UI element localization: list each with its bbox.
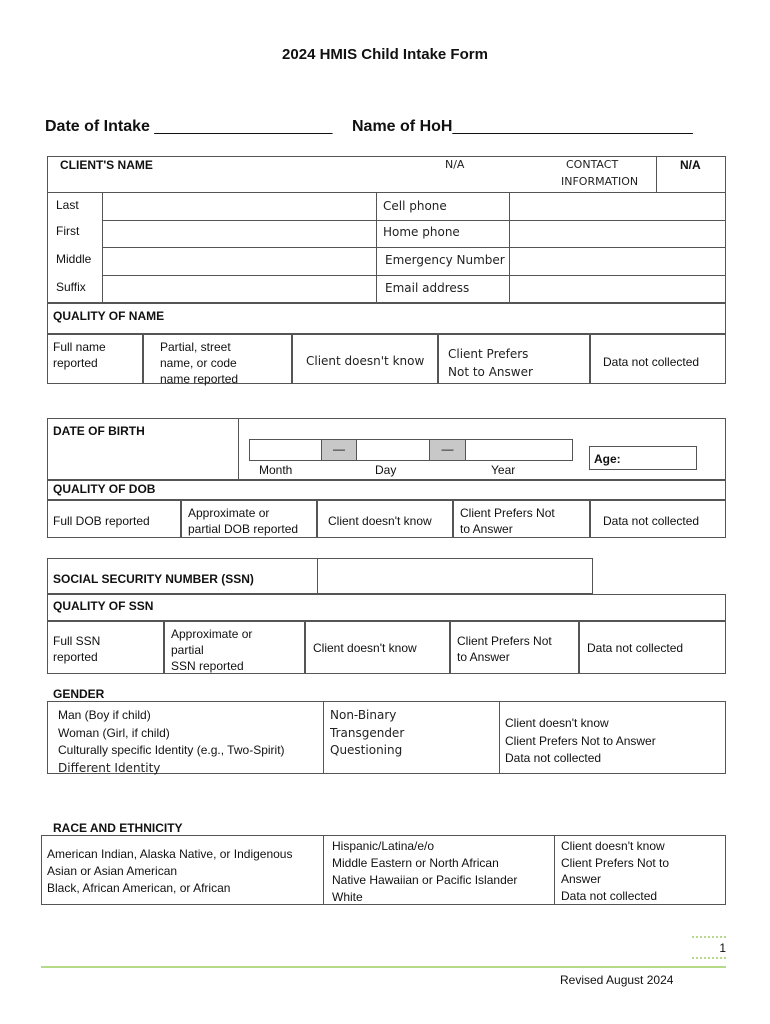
qs-prefers-line1: Client Prefers Not <box>457 634 552 648</box>
contact-email: Email address <box>385 281 470 295</box>
revised-date: Revised August 2024 <box>560 973 674 987</box>
gender-man[interactable]: Man (Boy if child) <box>58 708 151 722</box>
clients-name-na: N/A <box>445 158 465 171</box>
qs-client-doesnt-know[interactable]: Client doesn't know <box>313 641 417 655</box>
suffix-field[interactable] <box>104 277 374 301</box>
race-american-indian[interactable]: American Indian, Alaska Native, or Indigenous <box>47 847 293 861</box>
gender-different-identity[interactable]: Different Identity <box>58 760 161 775</box>
qs-prefers-line2: to Answer <box>457 650 510 664</box>
qd-prefers-line2: to Answer <box>460 522 513 536</box>
contact-home-phone: Home phone <box>383 225 460 239</box>
qs-full-line2: reported <box>53 650 98 664</box>
qs-data-not-collected[interactable]: Data not collected <box>587 641 684 655</box>
form-title: 2024 HMIS Child Intake Form <box>282 46 488 63</box>
footer-rule <box>41 966 726 968</box>
dob-day-label: Day <box>375 463 397 477</box>
gender-questioning[interactable]: Questioning <box>330 743 403 757</box>
last-name-field[interactable] <box>104 194 374 218</box>
gender-col-1 <box>58 707 285 777</box>
qn-partial[interactable] <box>160 339 238 387</box>
ssn-field[interactable] <box>319 560 591 592</box>
quality-of-ssn-header: QUALITY OF SSN <box>53 599 154 613</box>
clients-name-header: CLIENT'S NAME <box>60 158 153 172</box>
dob-dash-2: — <box>429 439 466 461</box>
race-col-2 <box>332 838 517 906</box>
date-of-intake <box>45 118 332 136</box>
gender-header: GENDER <box>53 687 105 701</box>
race-data-not-collected[interactable]: Data not collected <box>561 888 658 903</box>
qn-partial-line2: name, or code <box>160 356 237 370</box>
middle-name-field[interactable] <box>104 249 374 273</box>
race-hispanic[interactable]: Hispanic/Latina/e/o <box>332 839 435 853</box>
gender-client-doesnt-know[interactable]: Client doesn't know <box>505 716 609 730</box>
dob-year-field[interactable] <box>465 439 573 461</box>
qd-approx-line1: Approximate or <box>188 506 270 520</box>
quality-of-dob-header: QUALITY OF DOB <box>53 482 156 496</box>
race-asian[interactable]: Asian or Asian American <box>47 864 178 878</box>
contact-emergency: Emergency Number <box>385 253 505 267</box>
qs-approx-line2: partial <box>171 643 204 657</box>
race-prefers-not[interactable]: Client Prefers Not to <box>561 855 670 870</box>
qd-prefers-line1: Client Prefers Not <box>460 506 555 520</box>
contact-cell-phone: Cell phone <box>383 199 447 213</box>
gender-prefers-not[interactable]: Client Prefers Not to Answer <box>505 733 656 748</box>
name-row-middle: Middle <box>56 252 92 266</box>
race-black[interactable]: Black, African American, or African <box>47 881 231 895</box>
gender-woman[interactable]: Woman (Girl, if child) <box>58 725 170 740</box>
qn-prefers-line2: Not to Answer <box>448 365 533 379</box>
first-name-field[interactable] <box>104 222 374 245</box>
dob-year-label: Year <box>491 463 516 477</box>
age-label: Age: <box>594 452 621 466</box>
page-number-bottom-rule <box>692 957 726 959</box>
name-row-first: First <box>56 224 80 238</box>
date-of-intake-blank[interactable]: ____________________ <box>154 118 333 135</box>
qs-full-line1: Full SSN <box>53 634 101 648</box>
hoh-blank[interactable]: ___________________________ <box>452 118 693 135</box>
qd-approx-line2: partial DOB reported <box>188 522 299 536</box>
dob-dash-1: — <box>321 439 357 461</box>
qd-full-dob[interactable]: Full DOB reported <box>53 514 150 528</box>
gender-culturally-specific[interactable]: Culturally specific Identity (e.g., Two-Spirit) <box>58 743 285 757</box>
qd-data-not-collected[interactable]: Data not collected <box>603 514 700 528</box>
qs-approximate[interactable] <box>171 626 252 674</box>
name-row-suffix: Suffix <box>56 280 86 294</box>
dob-month-label: Month <box>259 463 293 477</box>
qs-approx-line1: Approximate or <box>171 627 253 641</box>
gender-col-2 <box>330 707 404 760</box>
qd-prefers-not[interactable] <box>460 505 555 537</box>
name-row-last: Last <box>56 198 79 212</box>
name-of-hoh <box>352 118 693 136</box>
qn-prefers-not[interactable] <box>448 345 533 381</box>
race-header: RACE AND ETHNICITY <box>53 821 183 835</box>
dob-day-field[interactable] <box>356 439 430 461</box>
race-native-hawaiian[interactable]: Native Hawaiian or Pacific Islander <box>332 873 518 887</box>
race-middle-eastern[interactable]: Middle Eastern or North African <box>332 856 499 870</box>
qn-partial-line3: name reported <box>160 372 239 386</box>
qn-prefers-line1: Client Prefers <box>448 347 529 361</box>
race-col-1 <box>47 846 292 897</box>
ssn-header: SOCIAL SECURITY NUMBER (SSN) <box>53 572 254 586</box>
page-number-top-rule <box>692 936 726 938</box>
race-client-doesnt-know[interactable]: Client doesn't know <box>561 839 665 853</box>
contact-header-2: INFORMATION <box>561 175 639 188</box>
contact-na: N/A <box>680 158 701 172</box>
gender-transgender[interactable]: Transgender <box>330 725 405 740</box>
quality-of-name-header: QUALITY OF NAME <box>53 309 165 323</box>
page-number: 1 <box>719 941 726 955</box>
qn-data-not-collected[interactable]: Data not collected <box>603 355 700 369</box>
qs-approx-line3: SSN reported <box>171 659 244 673</box>
race-prefers-not-cont: Answer <box>561 872 602 886</box>
qs-full-ssn[interactable] <box>53 633 100 665</box>
race-white[interactable]: White <box>332 890 363 904</box>
contact-header: CONTACT <box>566 158 619 171</box>
qd-approximate[interactable] <box>188 505 298 537</box>
qs-prefers-not[interactable] <box>457 633 552 665</box>
dob-month-field[interactable] <box>249 439 322 461</box>
gender-non-binary[interactable]: Non-Binary <box>330 708 397 722</box>
qn-full-name-line1: Full name <box>53 340 106 354</box>
qd-client-doesnt-know[interactable]: Client doesn't know <box>328 514 432 528</box>
hoh-label: Name of HoH <box>352 118 453 135</box>
race-col-3 <box>561 838 669 904</box>
date-of-intake-label: Date of Intake <box>45 118 150 135</box>
qn-full-name[interactable] <box>53 339 106 371</box>
qn-client-doesnt-know[interactable]: Client doesn't know <box>306 354 425 368</box>
gender-col-3 <box>505 715 656 768</box>
gender-data-not-collected[interactable]: Data not collected <box>505 751 602 765</box>
qn-full-name-line2: reported <box>53 356 98 370</box>
qn-partial-line1: Partial, street <box>160 340 231 354</box>
dob-header: DATE OF BIRTH <box>53 424 145 438</box>
